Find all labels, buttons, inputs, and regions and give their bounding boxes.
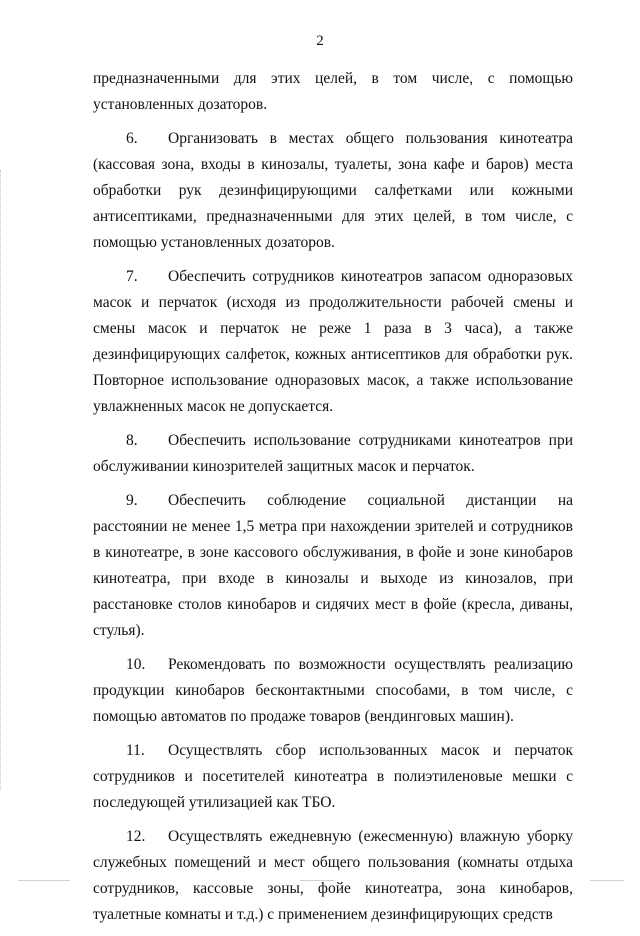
list-item	[93, 652, 573, 730]
footer-rule	[590, 880, 624, 881]
list-item	[93, 738, 573, 816]
list-item	[93, 488, 573, 644]
list-item	[93, 428, 573, 480]
item-text: Осуществлять ежедневную (ежесменную) влажную уборку служебных помещений и мест общего пользования (комнаты отдыха сотрудников, кассовые зоны, фойе кинотеатра, зона кинобаров, туалетные комнаты и т.д.) с применением дезинфицирующих средств	[93, 828, 573, 923]
document-body	[93, 66, 573, 936]
item-text: Организовать в местах общего пользования кинотеатра (кассовая зона, входы в кинозалы, туалеты, зона кафе и баров) места обработки рук дезинфицирующими салфетками или кожными антисептиками, предназначенными для этих целей, в том числе, с помощью установленных дозаторов.	[93, 130, 573, 251]
item-number: 6.	[126, 130, 138, 147]
item-text: Обеспечить использование сотрудниками кинотеатров при обслуживании кинозрителей защитных масок и перчаток.	[93, 432, 573, 475]
item-text: Осуществлять сбор использованных масок и перчаток сотрудников и посетителей кинотеатра в полиэтиленовые мешки с последующей утилизацией как ТБО.	[93, 742, 573, 811]
scan-margin-marks	[0, 170, 4, 790]
page-number: 2	[316, 33, 324, 49]
item-number: 7.	[126, 268, 138, 285]
item-number: 11.	[126, 742, 145, 759]
item-text: Рекомендовать по возможности осуществлять реализацию продукции кинобаров бесконтактными способами, в том числе, с помощью автоматов по продаже товаров (вендинговых машин).	[93, 656, 573, 725]
list-item	[93, 264, 573, 420]
list-item	[93, 126, 573, 256]
item-number: 9.	[126, 492, 138, 509]
list-item	[93, 824, 573, 928]
footer-rule	[300, 880, 334, 881]
continued-paragraph: предназначенными для этих целей, в том числе, с помощью установленных дозаторов.	[93, 70, 573, 113]
item-text: Обеспечить соблюдение социальной дистанции на расстоянии не менее 1,5 метра при нахождении зрителей и сотрудников в кинотеатре, в зоне кассового обслуживания, в фойе и зоне кинобаров кинотеатра, при входе в кинозалы и выходе из кинозалов, при расстановке столов кинобаров и сидячих мест в фойе (кресла, диваны, стулья).	[93, 492, 573, 639]
item-text: Обеспечить сотрудников кинотеатров запасом одноразовых масок и перчаток (исходя из продолжительности рабочей смены и смены масок и перчаток не реже 1 раза в 3 часа), а также дезинфицирующих салфеток, кожных антисептиков для обработки рук. Повторное использование одноразовых масок, а также использование увлажненных масок не допускается.	[93, 268, 573, 415]
item-number: 10.	[126, 656, 146, 673]
footer-rule	[18, 880, 70, 881]
item-number: 8.	[126, 432, 138, 449]
item-number: 12.	[126, 828, 146, 845]
